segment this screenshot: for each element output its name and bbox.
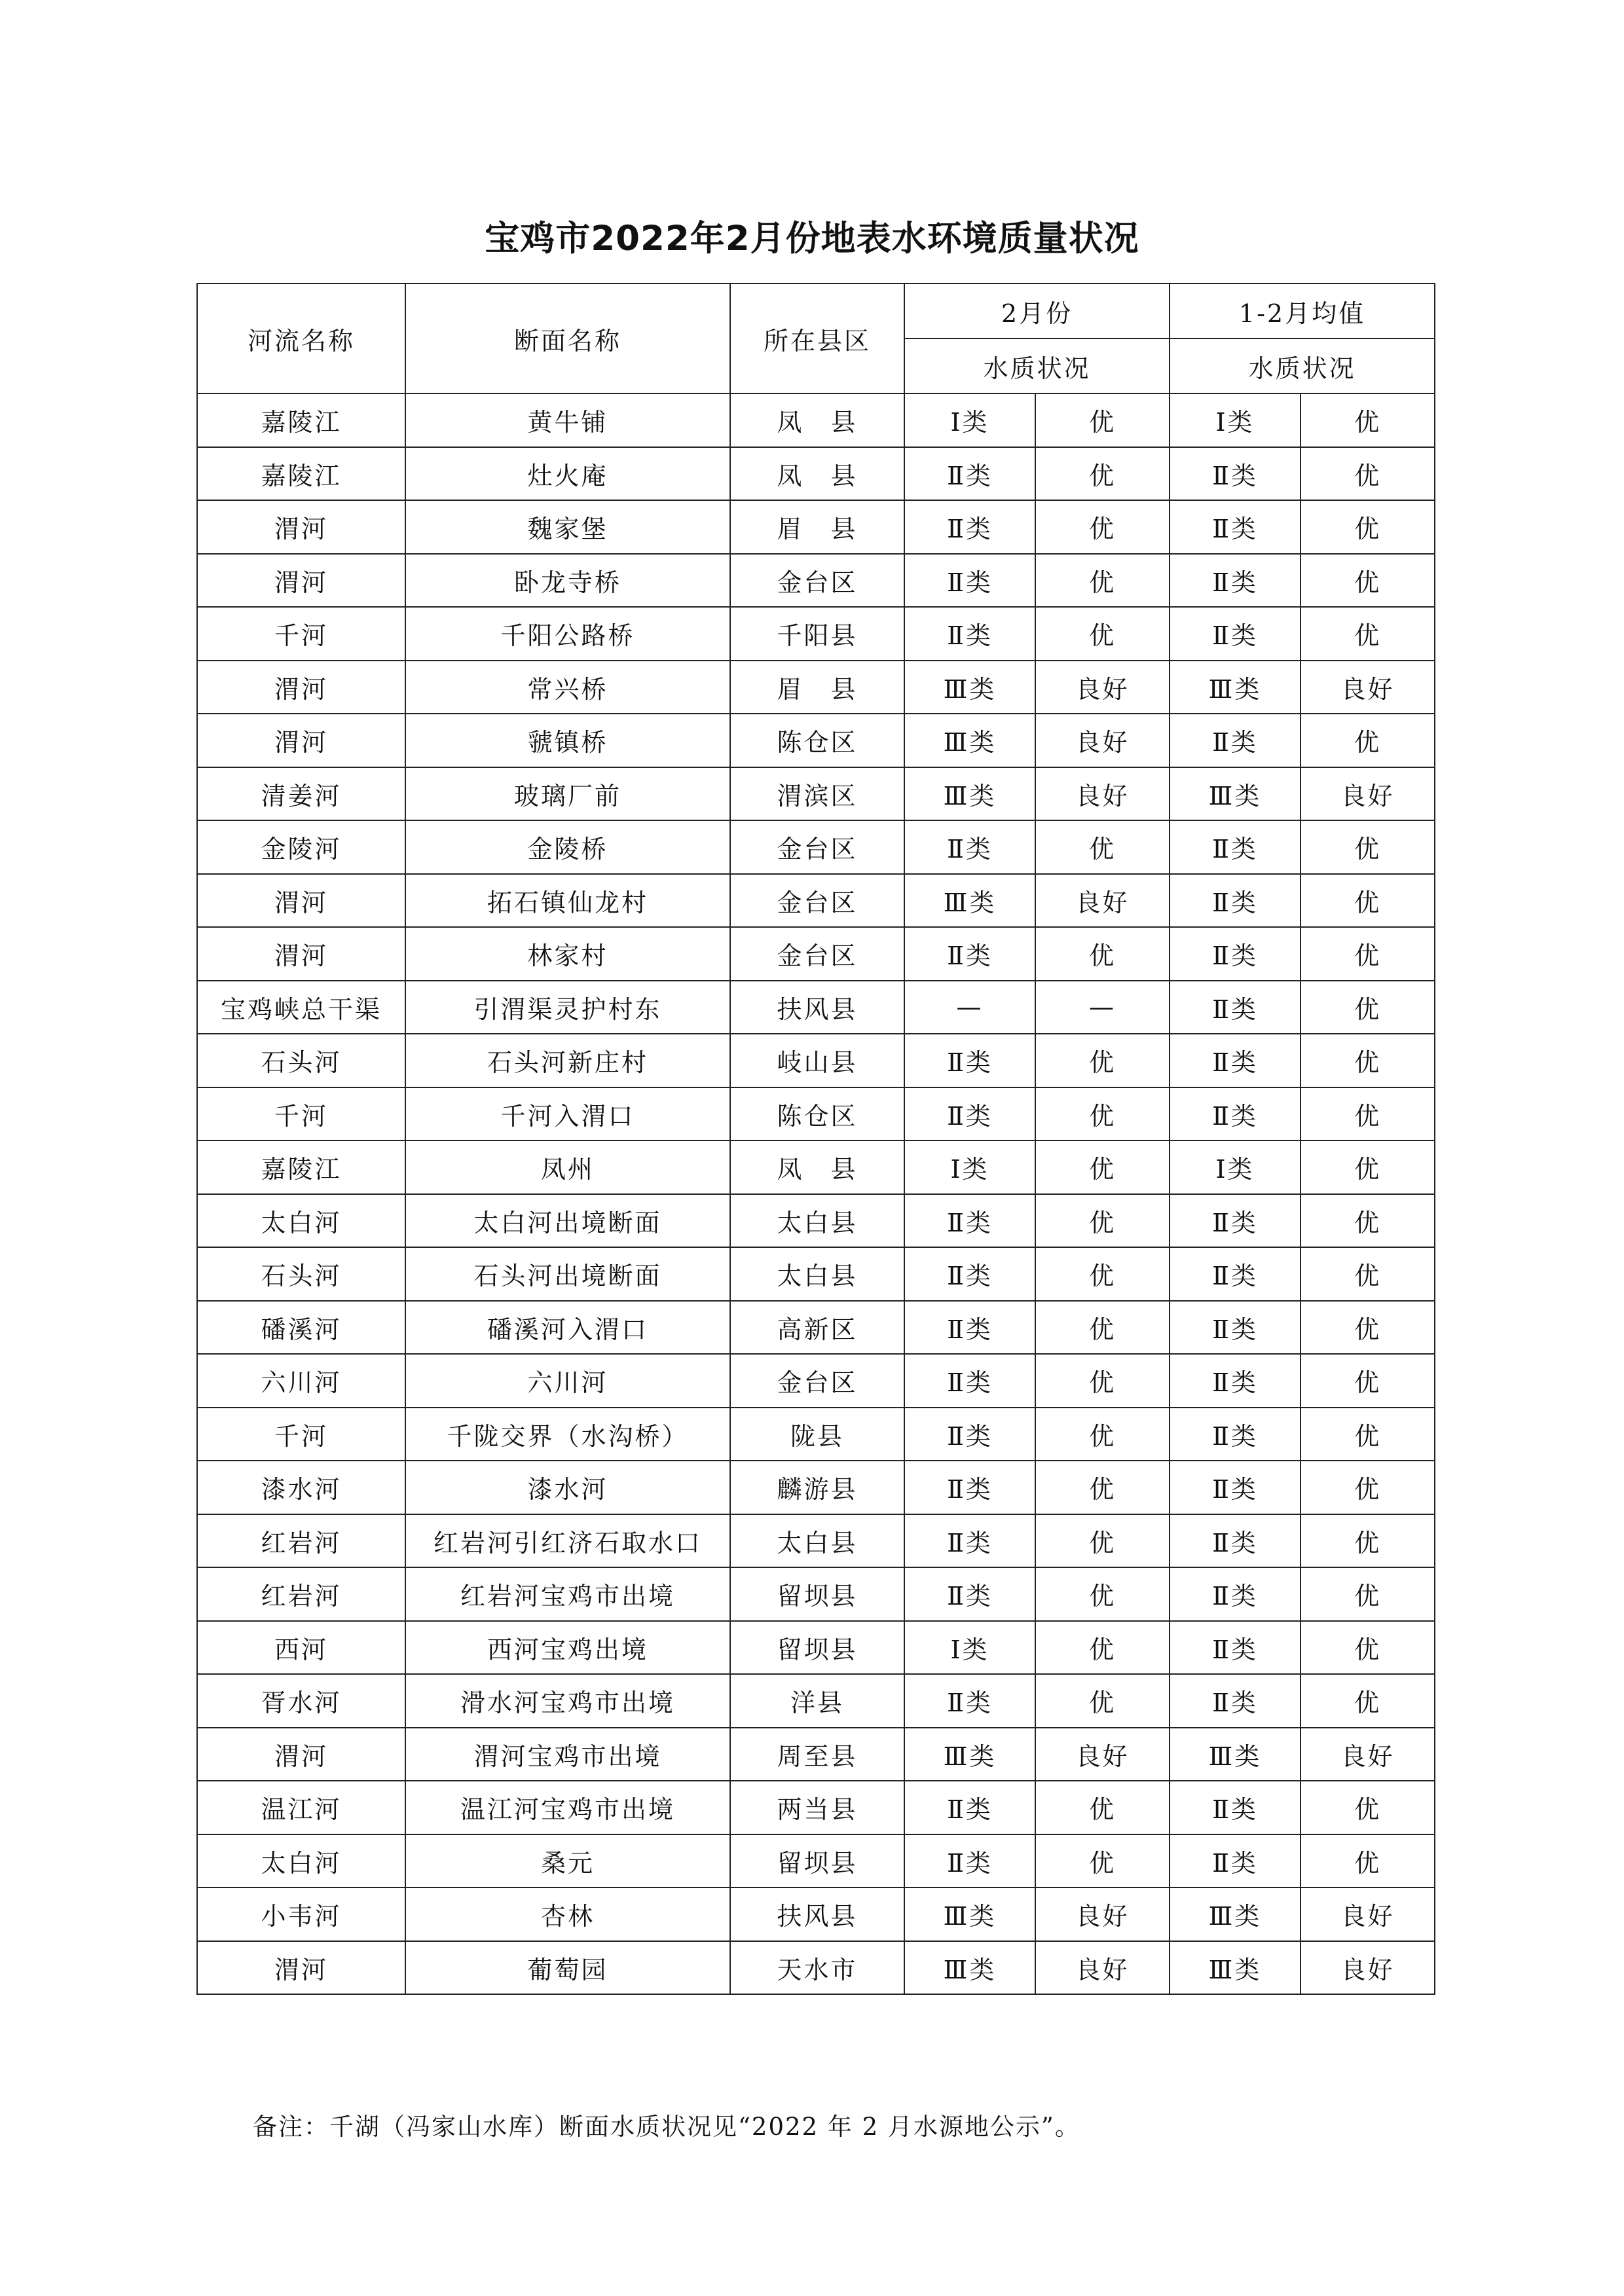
cell-month-class: Ⅲ类: [904, 1728, 1035, 1781]
cell-average-level: 良好: [1301, 1728, 1435, 1781]
cell-section: 灶火庵: [405, 447, 730, 501]
cell-section: 西河宝鸡出境: [405, 1621, 730, 1675]
cell-average-class: Ⅱ类: [1170, 500, 1301, 554]
cell-month-level: 优: [1035, 393, 1170, 447]
cell-month-level: 优: [1035, 1621, 1170, 1675]
cell-month-class: Ⅱ类: [904, 820, 1035, 874]
cell-section: 卧龙寺桥: [405, 554, 730, 608]
cell-county: 太白县: [730, 1247, 904, 1301]
cell-average-level: 优: [1301, 1194, 1435, 1248]
cell-month-level: 良好: [1035, 767, 1170, 821]
cell-river: 清姜河: [197, 767, 405, 821]
cell-average-level: 良好: [1301, 767, 1435, 821]
cell-county: 金台区: [730, 927, 904, 981]
cell-section: 魏家堡: [405, 500, 730, 554]
cell-month-level: 优: [1035, 1194, 1170, 1248]
table-row: [197, 1674, 1435, 1728]
cell-average-class: Ⅲ类: [1170, 767, 1301, 821]
cell-average-level: 优: [1301, 554, 1435, 608]
cell-section: 千阳公路桥: [405, 607, 730, 661]
cell-month-class: Ⅱ类: [904, 1034, 1035, 1087]
cell-average-class: Ⅲ类: [1170, 1941, 1301, 1995]
header-county: 所在县区: [730, 283, 904, 393]
cell-river: 渭河: [197, 1941, 405, 1995]
cell-average-level: 优: [1301, 1408, 1435, 1461]
cell-section: 六川河: [405, 1354, 730, 1408]
cell-county: 扶风县: [730, 981, 904, 1034]
cell-river: 千河: [197, 607, 405, 661]
cell-month-class: Ⅱ类: [904, 1461, 1035, 1514]
header-river: 河流名称: [197, 283, 405, 393]
cell-section: 凤州: [405, 1140, 730, 1194]
cell-section: 太白河出境断面: [405, 1194, 730, 1248]
cell-month-level: 良好: [1035, 1941, 1170, 1995]
cell-county: 眉 县: [730, 661, 904, 714]
cell-county: 眉 县: [730, 500, 904, 554]
cell-month-class: Ⅱ类: [904, 1408, 1035, 1461]
footnote: 备注：千湖（冯家山水库）断面水质状况见“2022 年 2 月水源地公示”。: [253, 2113, 1080, 2141]
cell-average-class: Ⅱ类: [1170, 1247, 1301, 1301]
cell-month-class: Ⅱ类: [904, 1087, 1035, 1141]
cell-month-class: Ⅱ类: [904, 927, 1035, 981]
cell-average-level: 优: [1301, 500, 1435, 554]
cell-river: 千河: [197, 1087, 405, 1141]
cell-month-class: Ⅰ类: [904, 1621, 1035, 1675]
table-row: [197, 714, 1435, 767]
cell-section: 葡萄园: [405, 1941, 730, 1995]
header-month-quality: 水质状况: [904, 338, 1170, 393]
cell-county: 太白县: [730, 1514, 904, 1568]
cell-month-level: 优: [1035, 607, 1170, 661]
cell-month-class: Ⅱ类: [904, 1567, 1035, 1621]
cell-section: 拓石镇仙龙村: [405, 874, 730, 928]
water-quality-table: [196, 283, 1435, 1995]
cell-month-level: 优: [1035, 1247, 1170, 1301]
cell-month-class: Ⅰ类: [904, 1140, 1035, 1194]
cell-month-level: 优: [1035, 1674, 1170, 1728]
cell-month-class: Ⅱ类: [904, 607, 1035, 661]
cell-month-class: Ⅱ类: [904, 1247, 1035, 1301]
cell-county: 太白县: [730, 1194, 904, 1248]
cell-section: 引渭渠灵护村东: [405, 981, 730, 1034]
cell-month-level: 优: [1035, 927, 1170, 981]
cell-county: 凤 县: [730, 1140, 904, 1194]
cell-river: 宝鸡峡总干渠: [197, 981, 405, 1034]
cell-average-class: Ⅰ类: [1170, 1140, 1301, 1194]
cell-average-class: Ⅱ类: [1170, 1194, 1301, 1248]
cell-section: 红岩河宝鸡市出境: [405, 1567, 730, 1621]
cell-section: 温江河宝鸡市出境: [405, 1781, 730, 1834]
cell-average-level: 良好: [1301, 1887, 1435, 1941]
cell-section: 漆水河: [405, 1461, 730, 1514]
cell-month-class: Ⅱ类: [904, 1514, 1035, 1568]
cell-month-class: Ⅲ类: [904, 1887, 1035, 1941]
cell-average-level: 优: [1301, 1247, 1435, 1301]
cell-month-class: Ⅲ类: [904, 1941, 1035, 1995]
cell-river: 渭河: [197, 500, 405, 554]
cell-month-level: 优: [1035, 447, 1170, 501]
cell-month-class: Ⅰ类: [904, 393, 1035, 447]
cell-county: 高新区: [730, 1301, 904, 1355]
cell-section: 石头河新庄村: [405, 1034, 730, 1087]
page-title: 宝鸡市2022年2月份地表水环境质量状况: [485, 219, 1139, 259]
cell-average-level: 优: [1301, 874, 1435, 928]
cell-average-level: 优: [1301, 393, 1435, 447]
table-row: [197, 1140, 1435, 1194]
cell-section: 虢镇桥: [405, 714, 730, 767]
cell-county: 周至县: [730, 1728, 904, 1781]
cell-average-class: Ⅱ类: [1170, 554, 1301, 608]
cell-month-level: 优: [1035, 500, 1170, 554]
cell-average-level: 优: [1301, 714, 1435, 767]
cell-average-class: Ⅱ类: [1170, 607, 1301, 661]
cell-river: 六川河: [197, 1354, 405, 1408]
cell-section: 杏林: [405, 1887, 730, 1941]
cell-section: 黄牛铺: [405, 393, 730, 447]
table-row: [197, 1514, 1435, 1568]
table-row: [197, 1461, 1435, 1514]
cell-river: 太白河: [197, 1194, 405, 1248]
table-body: [197, 393, 1435, 1994]
cell-month-level: 良好: [1035, 1728, 1170, 1781]
cell-average-level: 良好: [1301, 661, 1435, 714]
table-row: [197, 500, 1435, 554]
table-header: [197, 283, 1435, 393]
table-row: [197, 447, 1435, 501]
cell-section: 玻璃厂前: [405, 767, 730, 821]
cell-month-level: 优: [1035, 1087, 1170, 1141]
cell-average-class: Ⅱ类: [1170, 1408, 1301, 1461]
cell-average-class: Ⅲ类: [1170, 1728, 1301, 1781]
header-average: 1-2月均值: [1170, 283, 1435, 338]
cell-average-level: 优: [1301, 1621, 1435, 1675]
table-row: [197, 820, 1435, 874]
cell-section: 磻溪河入渭口: [405, 1301, 730, 1355]
table-row: [197, 1301, 1435, 1355]
cell-county: 千阳县: [730, 607, 904, 661]
table-row: [197, 1567, 1435, 1621]
cell-river: 温江河: [197, 1781, 405, 1834]
header-month: 2月份: [904, 283, 1170, 338]
table-row: [197, 1941, 1435, 1995]
cell-average-class: Ⅱ类: [1170, 1514, 1301, 1568]
cell-section: 千河入渭口: [405, 1087, 730, 1141]
cell-average-class: Ⅱ类: [1170, 1781, 1301, 1834]
cell-average-level: 优: [1301, 981, 1435, 1034]
cell-month-class: Ⅱ类: [904, 500, 1035, 554]
header-section: 断面名称: [405, 283, 730, 393]
cell-average-level: 优: [1301, 820, 1435, 874]
cell-county: 扶风县: [730, 1887, 904, 1941]
cell-month-level: 优: [1035, 554, 1170, 608]
cell-month-level: 优: [1035, 1781, 1170, 1834]
cell-month-class: —: [904, 981, 1035, 1034]
cell-river: 渭河: [197, 714, 405, 767]
table-row: [197, 661, 1435, 714]
cell-average-level: 优: [1301, 1461, 1435, 1514]
table-row: [197, 1087, 1435, 1141]
table-row: [197, 1621, 1435, 1675]
table-row: [197, 1834, 1435, 1888]
cell-average-class: Ⅱ类: [1170, 981, 1301, 1034]
table-row: [197, 1194, 1435, 1248]
cell-month-level: 良好: [1035, 874, 1170, 928]
cell-average-class: Ⅱ类: [1170, 1301, 1301, 1355]
cell-county: 陈仓区: [730, 1087, 904, 1141]
cell-river: 石头河: [197, 1247, 405, 1301]
table-row: [197, 607, 1435, 661]
cell-month-class: Ⅲ类: [904, 767, 1035, 821]
cell-month-level: 优: [1035, 1140, 1170, 1194]
cell-average-level: 优: [1301, 1354, 1435, 1408]
table-row: [197, 1247, 1435, 1301]
cell-county: 两当县: [730, 1781, 904, 1834]
cell-average-level: 优: [1301, 1514, 1435, 1568]
cell-section: 千陇交界（水沟桥）: [405, 1408, 730, 1461]
cell-month-level: 优: [1035, 820, 1170, 874]
cell-average-class: Ⅱ类: [1170, 447, 1301, 501]
cell-county: 陈仓区: [730, 714, 904, 767]
cell-month-level: 优: [1035, 1514, 1170, 1568]
cell-river: 磻溪河: [197, 1301, 405, 1355]
cell-section: 金陵桥: [405, 820, 730, 874]
cell-month-class: Ⅱ类: [904, 1781, 1035, 1834]
cell-section: 滑水河宝鸡市出境: [405, 1674, 730, 1728]
cell-month-level: 良好: [1035, 714, 1170, 767]
cell-average-class: Ⅱ类: [1170, 1621, 1301, 1675]
cell-river: 渭河: [197, 554, 405, 608]
cell-month-level: 优: [1035, 1461, 1170, 1514]
cell-month-level: 良好: [1035, 661, 1170, 714]
cell-average-class: Ⅱ类: [1170, 714, 1301, 767]
cell-month-class: Ⅲ类: [904, 874, 1035, 928]
cell-average-level: 良好: [1301, 1941, 1435, 1995]
cell-average-class: Ⅱ类: [1170, 1834, 1301, 1888]
cell-average-class: Ⅱ类: [1170, 874, 1301, 928]
cell-county: 麟游县: [730, 1461, 904, 1514]
cell-month-level: 优: [1035, 1034, 1170, 1087]
table-row: [197, 1728, 1435, 1781]
table-row: [197, 1781, 1435, 1834]
table-row: [197, 393, 1435, 447]
cell-average-level: 优: [1301, 1034, 1435, 1087]
cell-river: 胥水河: [197, 1674, 405, 1728]
cell-river: 嘉陵江: [197, 1140, 405, 1194]
table-row: [197, 1887, 1435, 1941]
cell-section: 林家村: [405, 927, 730, 981]
cell-section: 桑元: [405, 1834, 730, 1888]
cell-month-class: Ⅱ类: [904, 1301, 1035, 1355]
cell-average-class: Ⅱ类: [1170, 1567, 1301, 1621]
cell-month-class: Ⅱ类: [904, 1834, 1035, 1888]
cell-river: 嘉陵江: [197, 393, 405, 447]
cell-month-level: 优: [1035, 1567, 1170, 1621]
cell-river: 渭河: [197, 1728, 405, 1781]
cell-river: 嘉陵江: [197, 447, 405, 501]
cell-river: 小韦河: [197, 1887, 405, 1941]
cell-river: 渭河: [197, 927, 405, 981]
cell-county: 金台区: [730, 1354, 904, 1408]
table-row: [197, 767, 1435, 821]
cell-county: 凤 县: [730, 447, 904, 501]
cell-average-class: Ⅱ类: [1170, 820, 1301, 874]
header-average-quality: 水质状况: [1170, 338, 1435, 393]
table-row: [197, 1034, 1435, 1087]
cell-month-level: 优: [1035, 1301, 1170, 1355]
cell-average-level: 优: [1301, 1834, 1435, 1888]
cell-average-level: 优: [1301, 1140, 1435, 1194]
cell-river: 西河: [197, 1621, 405, 1675]
cell-average-class: Ⅲ类: [1170, 661, 1301, 714]
cell-average-level: 优: [1301, 1781, 1435, 1834]
cell-river: 金陵河: [197, 820, 405, 874]
cell-river: 石头河: [197, 1034, 405, 1087]
cell-county: 留坝县: [730, 1567, 904, 1621]
cell-month-class: Ⅱ类: [904, 447, 1035, 501]
cell-section: 常兴桥: [405, 661, 730, 714]
cell-river: 渭河: [197, 874, 405, 928]
table-row: [197, 1408, 1435, 1461]
cell-average-level: 优: [1301, 1301, 1435, 1355]
cell-month-class: Ⅱ类: [904, 1194, 1035, 1248]
cell-month-class: Ⅱ类: [904, 554, 1035, 608]
cell-county: 金台区: [730, 554, 904, 608]
cell-average-class: Ⅱ类: [1170, 1354, 1301, 1408]
cell-average-class: Ⅱ类: [1170, 1461, 1301, 1514]
cell-river: 渭河: [197, 661, 405, 714]
cell-average-class: Ⅱ类: [1170, 927, 1301, 981]
cell-average-class: Ⅰ类: [1170, 393, 1301, 447]
cell-average-class: Ⅱ类: [1170, 1034, 1301, 1087]
cell-county: 洋县: [730, 1674, 904, 1728]
cell-average-level: 优: [1301, 927, 1435, 981]
cell-month-class: Ⅱ类: [904, 1354, 1035, 1408]
cell-month-class: Ⅲ类: [904, 714, 1035, 767]
cell-river: 红岩河: [197, 1514, 405, 1568]
table-row: [197, 1354, 1435, 1408]
cell-river: 红岩河: [197, 1567, 405, 1621]
cell-county: 留坝县: [730, 1834, 904, 1888]
cell-county: 金台区: [730, 874, 904, 928]
cell-month-class: Ⅲ类: [904, 661, 1035, 714]
cell-month-level: 良好: [1035, 1887, 1170, 1941]
cell-section: 石头河出境断面: [405, 1247, 730, 1301]
cell-county: 陇县: [730, 1408, 904, 1461]
cell-average-class: Ⅱ类: [1170, 1087, 1301, 1141]
cell-average-level: 优: [1301, 1674, 1435, 1728]
table-row: [197, 554, 1435, 608]
cell-month-class: Ⅱ类: [904, 1674, 1035, 1728]
table-row: [197, 874, 1435, 928]
cell-month-level: 优: [1035, 1834, 1170, 1888]
cell-month-level: 优: [1035, 1408, 1170, 1461]
cell-county: 岐山县: [730, 1034, 904, 1087]
cell-average-class: Ⅲ类: [1170, 1887, 1301, 1941]
cell-county: 留坝县: [730, 1621, 904, 1675]
cell-river: 漆水河: [197, 1461, 405, 1514]
cell-month-level: —: [1035, 981, 1170, 1034]
cell-average-class: Ⅱ类: [1170, 1674, 1301, 1728]
table-row: [197, 981, 1435, 1034]
cell-section: 渭河宝鸡市出境: [405, 1728, 730, 1781]
cell-average-level: 优: [1301, 1087, 1435, 1141]
cell-section: 红岩河引红济石取水口: [405, 1514, 730, 1568]
cell-county: 金台区: [730, 820, 904, 874]
table-row: [197, 927, 1435, 981]
cell-average-level: 优: [1301, 1567, 1435, 1621]
cell-river: 太白河: [197, 1834, 405, 1888]
cell-county: 渭滨区: [730, 767, 904, 821]
cell-average-level: 优: [1301, 607, 1435, 661]
cell-county: 凤 县: [730, 393, 904, 447]
cell-county: 天水市: [730, 1941, 904, 1995]
cell-river: 千河: [197, 1408, 405, 1461]
cell-average-level: 优: [1301, 447, 1435, 501]
cell-month-level: 优: [1035, 1354, 1170, 1408]
